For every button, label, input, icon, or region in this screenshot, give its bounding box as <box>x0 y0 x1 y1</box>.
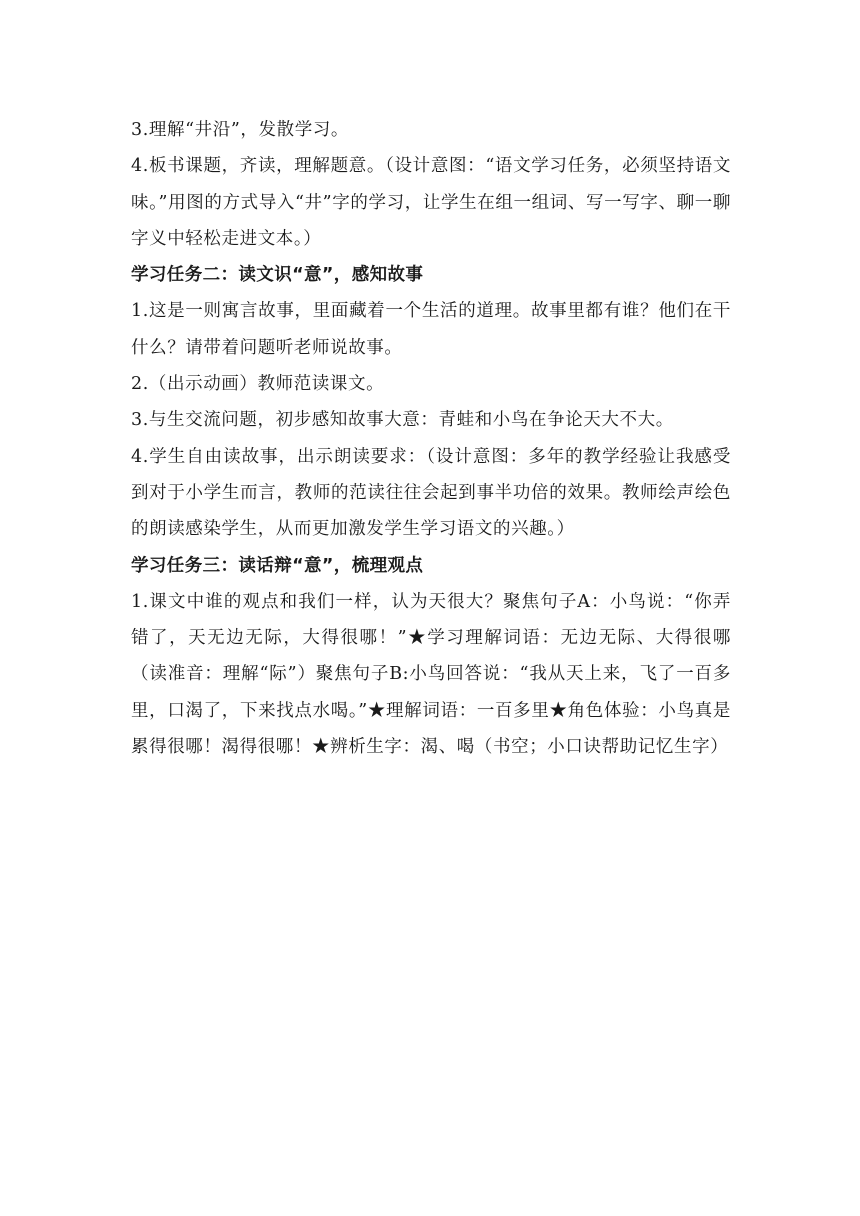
paragraph-board-title: 4.板书课题，齐读，理解题意。（设计意图：“语文学习任务，必须坚持语文味。”用图的方式导入“井”字的学习，让学生在组一组词、写一写字、聊一聊字义中轻松走进文本。） <box>131 156 731 249</box>
paragraph-understand-jingyan: 3.理解“井沿”，发散学习。 <box>131 120 349 140</box>
paragraph-teacher-reading: 2.（出示动画）教师范读课文。 <box>131 374 385 395</box>
document-body <box>131 112 731 765</box>
paragraph-fable-intro: 1.这是一则寓言故事，里面藏着一个生活的道理。故事里都有谁？他们在干什么？请带着问题听老师说故事。 <box>131 301 731 358</box>
paragraph-discuss-story: 3.与生交流问题，初步感知故事大意：青蛙和小鸟在争论天大不大。 <box>131 410 674 431</box>
paragraph-free-reading: 4.学生自由读故事，出示朗读要求：（设计意图：多年的教学经验让我感受到对于小学生而言，教师的范读往往会起到事半功倍的效果。教师绘声绘色的朗读感染学生，从而更加激发学生学习语文的兴趣。） <box>131 446 731 540</box>
heading-task-two: 学习任务二：读文识“意”，感知故事 <box>131 265 424 286</box>
heading-task-three: 学习任务三：读话辩“意”，梳理观点 <box>131 555 424 576</box>
paragraph-viewpoints: 1.课文中谁的观点和我们一样，认为天很大？聚焦句子A：小鸟说：“你弄错了，天无边无际，大得很哪！”★学习理解词语：无边无际、大得很哪（读准音：理解“际”）聚焦句子B:小鸟回答说：“我从天上来，飞了一百多里，口渴了，下来找点水喝。”★理解词语：一百多里★角色体验：小鸟真是累得很哪！渴得很哪！★辨析生字：渴、喝（书空；小口诀帮助记忆生字） <box>131 591 731 758</box>
